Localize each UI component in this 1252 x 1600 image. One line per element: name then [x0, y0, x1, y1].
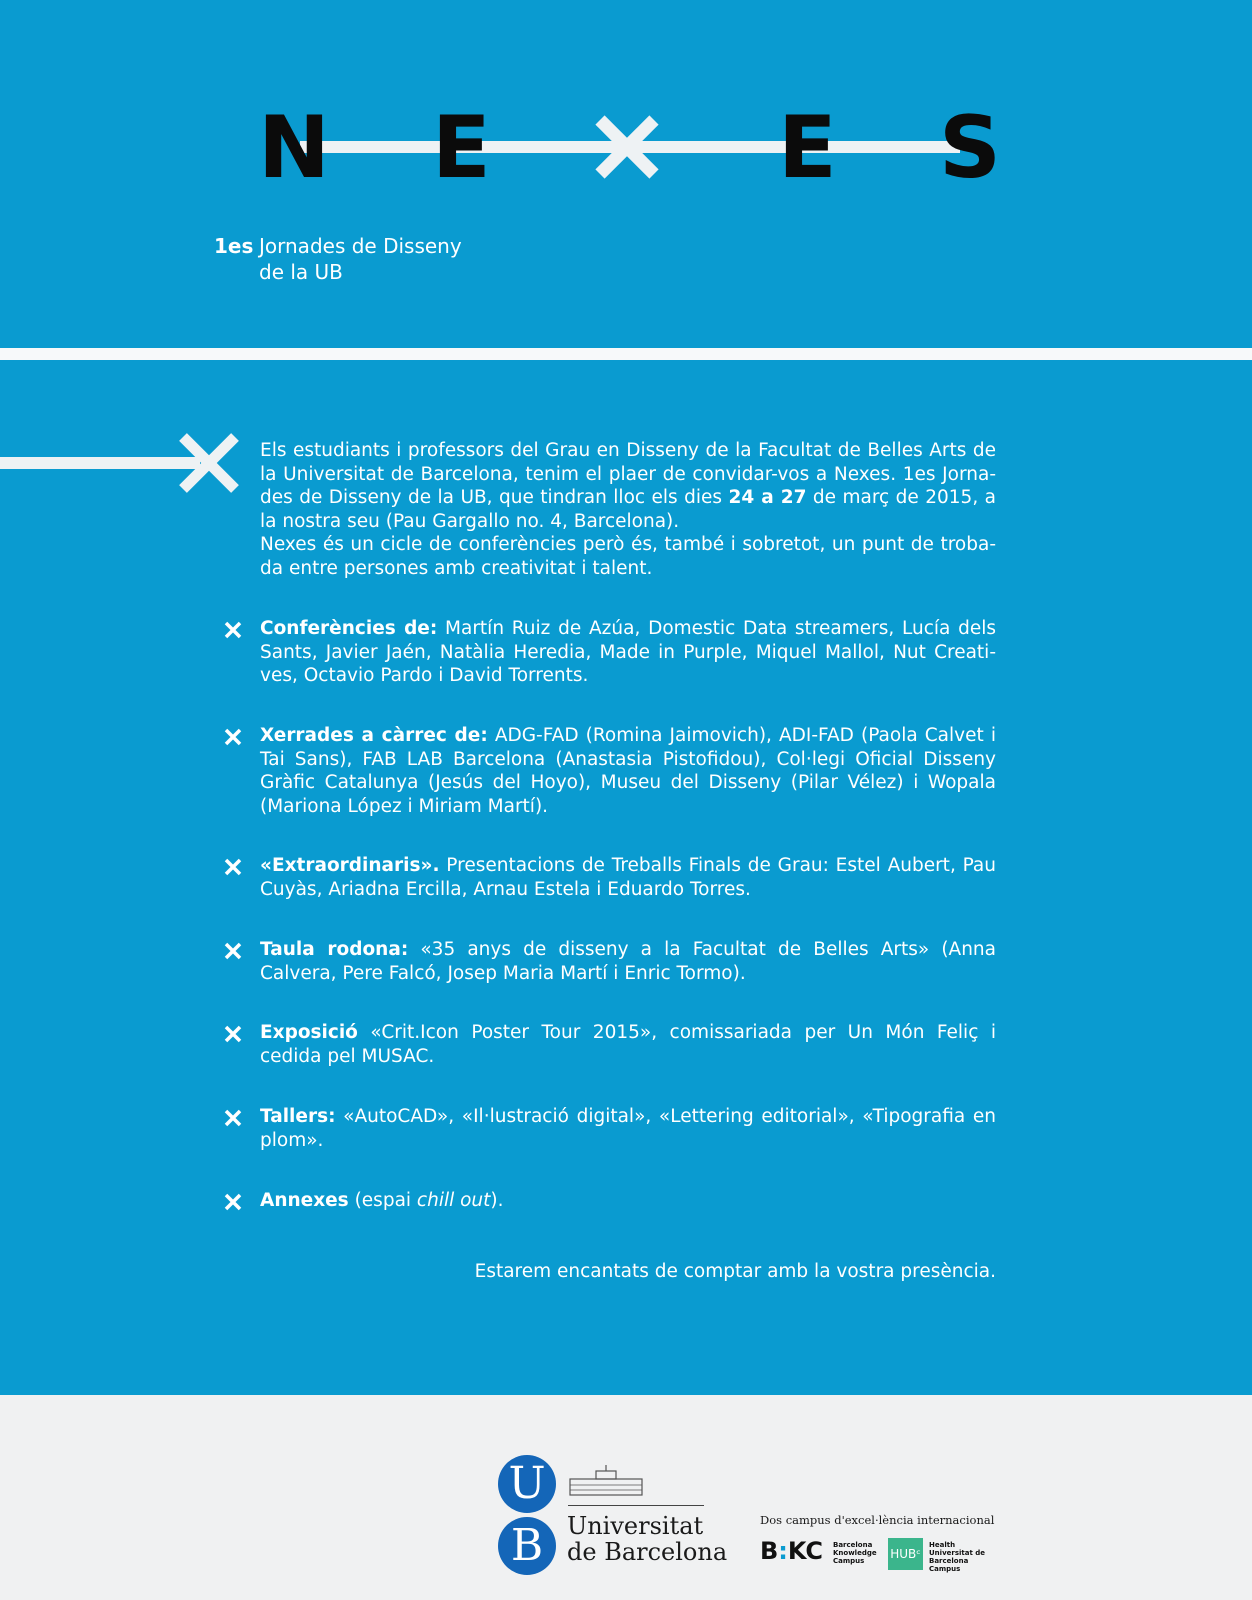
event-dates: 24 a 27 — [728, 487, 807, 508]
logo-letter-n: N — [258, 98, 330, 198]
intro-paragraph-1: Els estudiants i professors del Grau en Disseny de la Facultat de Belles Arts de la Universitat de Barcelona, tenim el plaer de convidar-vos a Nexes. 1es Jornades de Disseny de la UB, que tindran lloc els dies 24 a 27 de març de 2015, a la nostra seu (Pau Gargallo no. 4, Barcelona). — [260, 440, 996, 532]
bullet-x-icon — [224, 621, 242, 639]
list-item-round-table: Taula rodona: «35 anys de disseny a la Facultat de Belles Arts» (Anna Calvera, Pere Falcó, Josep Maria Martí i Enric Tormo). — [260, 939, 996, 984]
logo-x-icon — [592, 112, 662, 182]
ub-name: Universitat de Barcelona — [567, 1512, 728, 1566]
bullet-x-icon — [224, 1025, 242, 1043]
campus-title: Dos campus d'excel·lència internacional — [760, 1513, 995, 1527]
main-content — [0, 360, 1252, 1395]
ub-logo-u: U — [498, 1455, 556, 1513]
subtitle-line-2: de la UB — [259, 260, 343, 284]
intro-line — [0, 457, 200, 469]
bkc-logo: B:KC — [760, 1537, 824, 1565]
ub-logo-b: B — [498, 1517, 556, 1575]
subtitle — [259, 233, 462, 285]
closing-text: Estarem encantats de comptar amb la vostra presència. — [474, 1261, 996, 1282]
intro-text — [260, 439, 996, 580]
edition-number: 1es — [214, 234, 254, 258]
list-item-annexes: Annexes (espai chill out). — [260, 1190, 504, 1211]
list-item-conferences: Conferències de: Martín Ruiz de Azúa, Domestic Data streamers, Lucía dels Sants, Javier Jaén, Natàlia Heredia, Made in Purple, Miquel Mallol, Nut Creatives, Octavio Pardo i David Torrents. — [260, 618, 997, 686]
ub-building-icon — [568, 1465, 644, 1497]
bullet-x-icon — [224, 942, 242, 960]
ub-rule — [568, 1505, 704, 1506]
bullet-x-icon — [224, 1109, 242, 1127]
logo-letter-s: S — [939, 98, 1001, 198]
bullet-x-icon — [224, 1193, 242, 1211]
intro-paragraph-2: Nexes és un cicle de conferències però és, també i sobretot, un punt de trobada entre persones amb creativitat i talent. — [260, 534, 996, 579]
logo-letter-e: E — [432, 98, 491, 198]
divider-band — [0, 348, 1252, 360]
logo-letter-e2: E — [778, 98, 837, 198]
bullet-x-icon — [224, 858, 242, 876]
list-item-exhibition: Exposició «Crit.Icon Poster Tour 2015», comissariada per Un Món Feliç i cedida pel MUSAC. — [260, 1022, 996, 1067]
hub-logo: HUBᶜ — [888, 1538, 923, 1570]
header-section — [0, 0, 1252, 348]
list-item-talks: Xerrades a càrrec de: ADG-FAD (Romina Jaimovich), ADI-FAD (Paola Calvet i Tai Sans), FAB LAB Barcelona (Anastasia Pistofidou), Col·legi Oficial Disseny Gràfic Catalunya (Jesús del Hoyo), Museu del Disseny (Pilar Vélez) i Wopala (Mariona López i Miriam Martí). — [260, 725, 996, 817]
hub-label: Health Universitat de Barcelona Campus — [929, 1541, 986, 1573]
intro-x-icon — [176, 430, 242, 496]
subtitle-line-1: Jornades de Disseny — [259, 234, 462, 258]
list-item-workshops: Tallers: «AutoCAD», «Il·lustració digital», «Lettering editorial», «Tipografia en plom». — [260, 1106, 996, 1151]
list-item-extraordinaris: «Extraordinaris». Presentacions de Treballs Finals de Grau: Estel Aubert, Pau Cuyàs, Ariadna Ercilla, Arnau Estela i Eduardo Torres. — [260, 855, 996, 900]
footer — [0, 1395, 1252, 1600]
bullet-x-icon — [224, 728, 242, 746]
bkc-label: Barcelona Knowledge Campus — [833, 1541, 877, 1565]
